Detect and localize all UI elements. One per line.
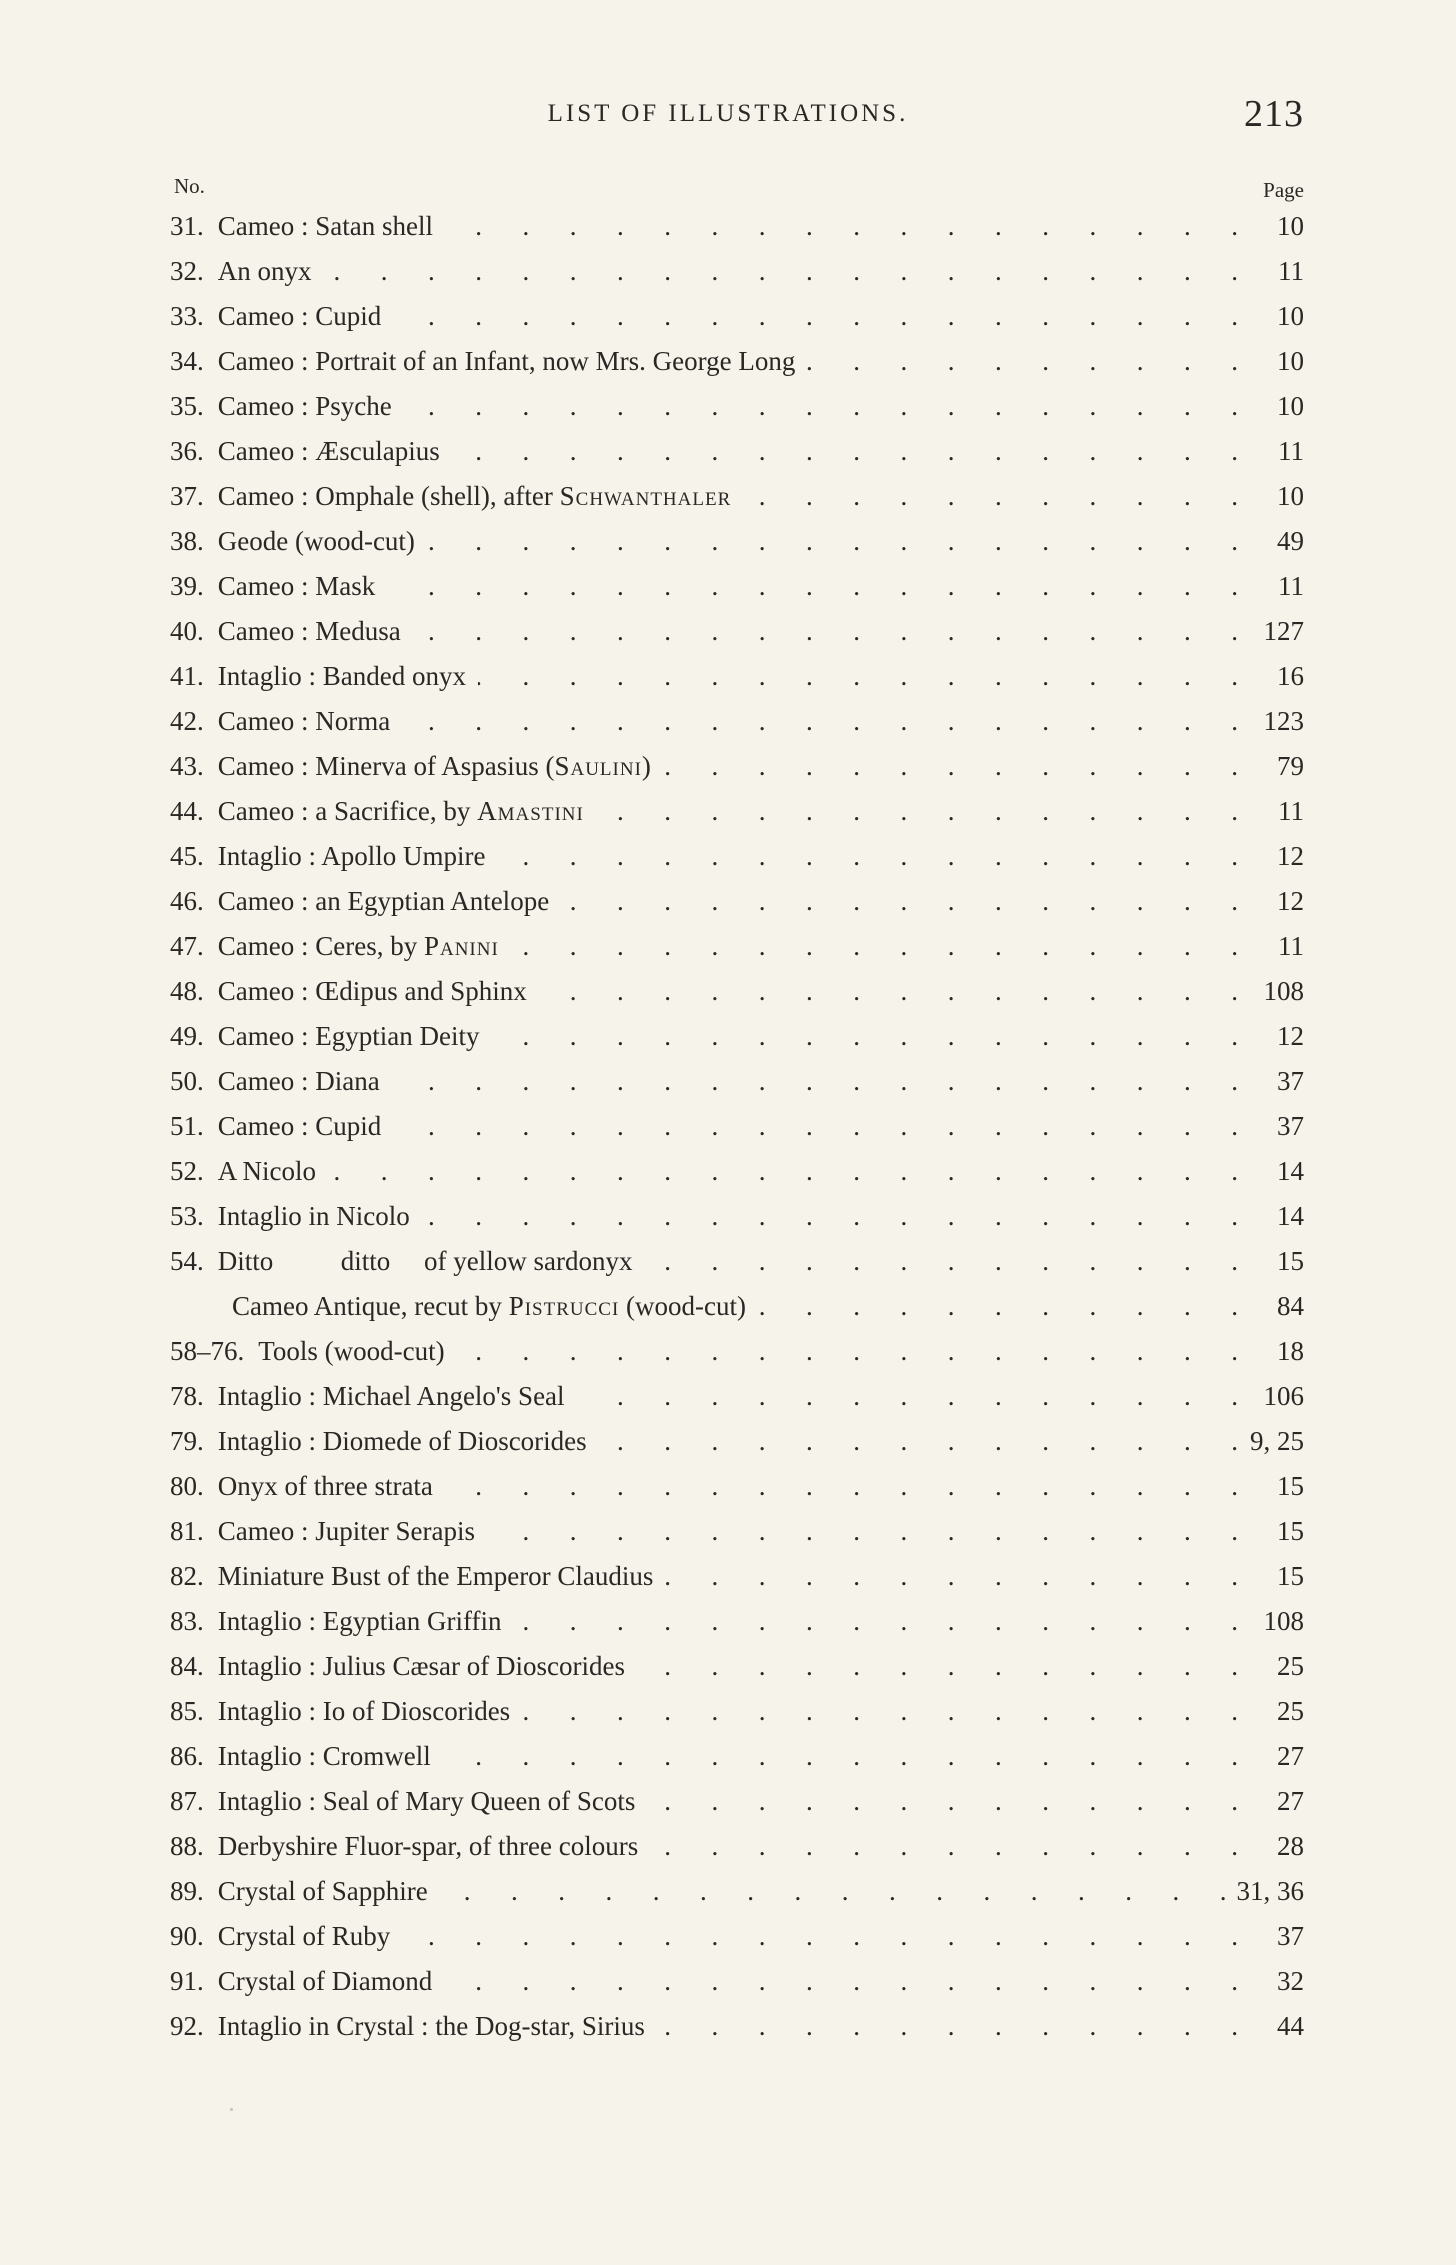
entry-title-text: Intaglio : Io of Dioscorides [217, 1696, 511, 1726]
dot-leader [491, 1014, 1238, 1059]
entry-title [218, 384, 392, 429]
dot-leader [402, 1914, 1238, 1959]
entry-title-text: Intaglio : Apollo Umpire [217, 841, 486, 871]
entry-title-text: Intaglio : Cromwell [217, 1741, 431, 1771]
entry-number: 33. [170, 301, 204, 331]
entry-title [258, 1329, 444, 1374]
list-item [170, 2004, 1304, 2049]
entry-title [218, 1734, 431, 1779]
entry-page-number: 18 [1277, 1336, 1304, 1366]
entry-title-text: Cameo : Cupid [217, 301, 382, 331]
dot-leader [422, 1194, 1238, 1239]
list-item [170, 1509, 1304, 1554]
dot-leader [657, 2004, 1238, 2049]
list-item [170, 1464, 1304, 1509]
entry-page-number: 15 [1277, 1561, 1304, 1591]
entry-title-text: Miniature Bust of the Emperor Claudius [217, 1561, 654, 1591]
dot-leader [644, 1239, 1238, 1284]
entry-number: 35. [170, 391, 204, 421]
list-item [170, 1194, 1304, 1239]
entry-number: 52. [170, 1156, 204, 1186]
dot-leader [487, 1509, 1238, 1554]
dot-leader [758, 1284, 1238, 1329]
entry-page-number: 25 [1277, 1696, 1304, 1726]
list-item [170, 1644, 1304, 1689]
entry-page-number: 37 [1277, 1066, 1304, 1096]
entry-title-text: Intaglio : Seal of Mary Queen of Scots [217, 1786, 636, 1816]
dot-leader [402, 699, 1238, 744]
list-item [170, 1419, 1304, 1464]
entry-page-number: 106 [1263, 1381, 1304, 1411]
list-item [170, 1554, 1304, 1599]
entry-title-text: Cameo : Cupid [217, 1111, 382, 1141]
entry-title [218, 834, 486, 879]
entry-page-number: 49 [1277, 526, 1304, 556]
entry-title [218, 969, 527, 1014]
list-item [170, 1239, 1304, 1284]
entry-number: 85. [170, 1696, 204, 1726]
entry-number: 44. [170, 796, 204, 826]
entry-page-number: 28 [1277, 1831, 1304, 1861]
entry-title [218, 564, 375, 609]
entry-title [218, 1239, 633, 1284]
entry-title-text: Cameo : Œdipus and Sphinx [217, 976, 527, 1006]
column-heading-page: Page [1263, 178, 1304, 202]
dot-leader [413, 609, 1238, 654]
dot-leader [539, 969, 1238, 1014]
list-item [170, 969, 1304, 1014]
entry-page-number: 11 [1278, 436, 1304, 466]
entry-title-text: Intaglio : Diomede of Dioscorides [217, 1426, 587, 1456]
entry-number: 78. [170, 1381, 204, 1411]
entry-title [218, 654, 466, 699]
entry-number: 32. [170, 256, 204, 286]
entry-artist-name: Panini [423, 931, 499, 961]
dot-leader [328, 1149, 1238, 1194]
dot-leader [427, 519, 1238, 564]
entry-title-text: Cameo Antique, recut by [232, 1291, 509, 1321]
entry-page-number: 15 [1277, 1516, 1304, 1546]
entry-title [218, 294, 382, 339]
entry-number: 42. [170, 706, 204, 736]
entry-title [218, 1509, 475, 1554]
entry-number: 34. [170, 346, 204, 376]
list-item [170, 1689, 1304, 1734]
dot-leader [452, 429, 1238, 474]
entry-title-text: Cameo : Satan shell [217, 211, 433, 241]
entry-number: 49. [170, 1021, 204, 1051]
entry-title-text: Geode (wood-cut) [217, 526, 415, 556]
entry-title [218, 1464, 433, 1509]
dot-leader [457, 1329, 1238, 1374]
entry-title-text: Intaglio : Michael Angelo's Seal [217, 1381, 565, 1411]
entry-page-number: 108 [1263, 976, 1304, 1006]
list-item [170, 1779, 1304, 1824]
dot-leader [743, 474, 1238, 519]
entry-number: 81. [170, 1516, 204, 1546]
entry-number: 37. [170, 481, 204, 511]
dot-leader [445, 204, 1238, 249]
entry-title-text: Intaglio in Crystal : the Dog-star, Sirius [217, 2011, 645, 2041]
entry-title-text: Intaglio in Nicolo [217, 1201, 410, 1231]
dot-leader [393, 1104, 1238, 1149]
entry-number: 54. [170, 1246, 204, 1276]
entry-number: 82. [170, 1561, 204, 1591]
entry-title-text: Onyx of three strata [217, 1471, 433, 1501]
dot-leader [647, 1779, 1238, 1824]
entry-number: 45. [170, 841, 204, 871]
entry-number: 38. [170, 526, 204, 556]
entry-page-number: 16 [1277, 661, 1304, 691]
entry-title-text: Cameo : Diana [217, 1066, 380, 1096]
list-item [170, 474, 1304, 519]
entry-page-number: 10 [1277, 346, 1304, 376]
entry-title-text: Crystal of Sapphire [217, 1876, 428, 1906]
dot-leader [522, 1689, 1238, 1734]
entry-title [218, 1059, 380, 1104]
entry-number: 48. [170, 976, 204, 1006]
list-item [170, 1149, 1304, 1194]
dot-leader [650, 1824, 1238, 1869]
entry-page-number: 12 [1277, 841, 1304, 871]
entry-number: 40. [170, 616, 204, 646]
entry-artist-name: Pistrucci [508, 1291, 620, 1321]
entry-page-number: 14 [1277, 1156, 1304, 1186]
dot-leader [440, 1869, 1227, 1914]
entry-title-text: Ditto ditto of yellow sardonyx [217, 1246, 633, 1276]
entry-title [218, 1554, 654, 1599]
list-item [170, 564, 1304, 609]
entry-title [218, 1149, 316, 1194]
dot-leader [444, 1959, 1238, 2004]
entry-title-text: Derbyshire Fluor-spar, of three colours [217, 1831, 639, 1861]
entry-title [218, 1644, 625, 1689]
entry-number: 31. [170, 211, 204, 241]
entry-title [218, 1824, 639, 1869]
entry-title-text: Cameo : Psyche [217, 391, 392, 421]
list-item [170, 249, 1304, 294]
entry-page-number: 25 [1277, 1651, 1304, 1681]
entry-number: 89. [170, 1876, 204, 1906]
entry-page-number: 10 [1277, 391, 1304, 421]
dot-leader [478, 654, 1238, 699]
entry-title [218, 1869, 428, 1914]
entry-title-text: Intaglio : Banded onyx [217, 661, 466, 691]
list-item [170, 1104, 1304, 1149]
entry-title [218, 339, 796, 384]
entry-title-text: Crystal of Diamond [217, 1966, 433, 1996]
entry-number: 88. [170, 1831, 204, 1861]
entry-title-text: Cameo : Medusa [217, 616, 401, 646]
entry-page-number: 10 [1277, 301, 1304, 331]
entry-title-text: Intaglio : Egyptian Griffin [217, 1606, 502, 1636]
entry-page-number: 37 [1277, 1111, 1304, 1141]
entry-title [218, 519, 415, 564]
entry-title [218, 1374, 565, 1419]
entry-title [218, 1914, 391, 1959]
entry-title [218, 1689, 510, 1734]
entry-number: 90. [170, 1921, 204, 1951]
dot-leader [663, 744, 1238, 789]
entry-number: 86. [170, 1741, 204, 1771]
entry-page-number: 11 [1278, 256, 1304, 286]
entry-number: 43. [170, 751, 204, 781]
entry-title-text: Cameo : an Egyptian Antelope [217, 886, 550, 916]
dot-leader [392, 1059, 1238, 1104]
entry-artist-name: Amastini [477, 796, 584, 826]
list-item [170, 654, 1304, 699]
entry-title [232, 1284, 746, 1329]
entry-title [218, 879, 549, 924]
list-item [170, 429, 1304, 474]
list-item [170, 1599, 1304, 1644]
list-item [170, 924, 1304, 969]
column-heading-number: No. [174, 174, 205, 198]
entry-number: 51. [170, 1111, 204, 1141]
dot-leader [511, 924, 1238, 969]
list-item [170, 789, 1304, 834]
entry-page-number: 44 [1277, 2011, 1304, 2041]
entry-number: 84. [170, 1651, 204, 1681]
entry-number: 53. [170, 1201, 204, 1231]
entry-page-number: 10 [1277, 211, 1304, 241]
column-headings [170, 172, 1304, 202]
entry-number: 58–76. [170, 1336, 245, 1366]
running-title: LIST OF ILLUSTRATIONS. [547, 100, 909, 127]
entry-title-text: Cameo : a Sacrifice, by [217, 796, 478, 826]
entry-number: 41. [170, 661, 204, 691]
entry-number: 39. [170, 571, 204, 601]
list-item [170, 1734, 1304, 1779]
list-item [170, 699, 1304, 744]
list-item [170, 1959, 1304, 2004]
entry-title-text: Cameo : Minerva of Aspasius ( [217, 751, 555, 781]
list-item [170, 204, 1304, 249]
list-item [170, 1374, 1304, 1419]
entry-number: 92. [170, 2011, 204, 2041]
illustrations-list [170, 204, 1304, 2049]
entry-number: 91. [170, 1966, 204, 1996]
running-head [0, 92, 1456, 138]
entry-page-number: 9, 25 [1250, 1426, 1304, 1456]
entry-title [218, 429, 440, 474]
list-item [170, 1284, 1304, 1329]
entry-title-text: Cameo : Ceres, by [217, 931, 424, 961]
list-item [170, 1329, 1304, 1374]
dot-leader [665, 1554, 1238, 1599]
dot-leader [497, 834, 1238, 879]
dot-leader [596, 789, 1238, 834]
entry-page-number: 15 [1277, 1246, 1304, 1276]
list-item [170, 834, 1304, 879]
entry-title [218, 474, 732, 519]
entry-page-number: 11 [1278, 571, 1304, 601]
entry-number: 36. [170, 436, 204, 466]
entry-title [218, 789, 584, 834]
entry-page-number: 127 [1263, 616, 1304, 646]
entry-title [218, 1104, 382, 1149]
list-item [170, 744, 1304, 789]
entry-title-text: Cameo : Portrait of an Infant, now Mrs. George Long [217, 346, 796, 376]
entry-number: 79. [170, 1426, 204, 1456]
entry-title-text: Cameo : Omphale (shell), after [217, 481, 560, 511]
entry-title-text: Cameo : Mask [217, 571, 376, 601]
list-item [170, 1059, 1304, 1104]
entry-page-number: 12 [1277, 1021, 1304, 1051]
entry-page-number: 15 [1277, 1471, 1304, 1501]
entry-page-number: 27 [1277, 1786, 1304, 1816]
dot-leader [637, 1644, 1238, 1689]
dot-leader [561, 879, 1238, 924]
dot-leader [513, 1599, 1238, 1644]
list-item [170, 1914, 1304, 1959]
entry-page-number: 14 [1277, 1201, 1304, 1231]
entry-title [218, 1419, 587, 1464]
entry-page-number: 123 [1263, 706, 1304, 736]
entry-page-number: 10 [1277, 481, 1304, 511]
dot-leader [443, 1734, 1238, 1779]
entry-title [218, 1959, 432, 2004]
dot-leader [393, 294, 1238, 339]
entry-title-text: Cameo : Jupiter Serapis [217, 1516, 475, 1546]
dot-leader [807, 339, 1238, 384]
entry-title [218, 2004, 645, 2049]
entry-artist-name: Schwanthaler [559, 481, 732, 511]
entry-title-text: Crystal of Ruby [217, 1921, 391, 1951]
entry-title-suffix: ) [641, 751, 651, 781]
entry-title-text: Tools (wood-cut) [258, 1336, 445, 1366]
list-item [170, 294, 1304, 339]
list-item [170, 1869, 1304, 1914]
entry-number: 47. [170, 931, 204, 961]
list-item [170, 519, 1304, 564]
entry-page-number: 31, 36 [1236, 1876, 1304, 1906]
entry-page-number: 32 [1277, 1966, 1304, 1996]
entry-title [218, 609, 401, 654]
page-number: 213 [1244, 93, 1304, 135]
dot-leader [599, 1419, 1238, 1464]
list-item [170, 384, 1304, 429]
entry-page-number: 37 [1277, 1921, 1304, 1951]
entry-title-text: A Nicolo [217, 1156, 316, 1186]
entry-page-number: 27 [1277, 1741, 1304, 1771]
list-item [170, 879, 1304, 924]
entry-title [218, 744, 651, 789]
entry-title-text: Cameo : Egyptian Deity [217, 1021, 480, 1051]
entry-title [218, 204, 433, 249]
dot-leader [445, 1464, 1238, 1509]
entry-title [218, 1779, 636, 1824]
entry-page-number: 12 [1277, 886, 1304, 916]
entry-title-text: Intaglio : Julius Cæsar of Dioscorides [217, 1651, 625, 1681]
entry-title [218, 699, 390, 744]
list-item [170, 609, 1304, 654]
entry-title-suffix: (wood-cut) [619, 1291, 746, 1321]
entry-page-number: 108 [1263, 1606, 1304, 1636]
entry-page-number: 79 [1277, 751, 1304, 781]
entry-title-text: An onyx [217, 256, 312, 286]
paper-speck [230, 2108, 233, 2111]
entry-number: 50. [170, 1066, 204, 1096]
entry-page-number: 11 [1278, 931, 1304, 961]
entry-number: 83. [170, 1606, 204, 1636]
entry-page-number: 11 [1278, 796, 1304, 826]
list-item [170, 1824, 1304, 1869]
entry-title [218, 1014, 480, 1059]
list-item [170, 339, 1304, 384]
entry-number: 80. [170, 1471, 204, 1501]
entry-title [218, 249, 312, 294]
dot-leader [324, 249, 1239, 294]
entry-number: 87. [170, 1786, 204, 1816]
entry-artist-name: Saulini [554, 751, 642, 781]
entry-title [218, 1194, 410, 1239]
dot-leader [577, 1374, 1238, 1419]
list-item [170, 1014, 1304, 1059]
entry-title-text: Cameo : Æsculapius [217, 436, 440, 466]
entry-page-number: 84 [1277, 1291, 1304, 1321]
entry-title [218, 1599, 502, 1644]
entry-number: 46. [170, 886, 204, 916]
entry-title [218, 924, 499, 969]
dot-leader [387, 564, 1238, 609]
dot-leader [404, 384, 1238, 429]
entry-title-text: Cameo : Norma [217, 706, 391, 736]
